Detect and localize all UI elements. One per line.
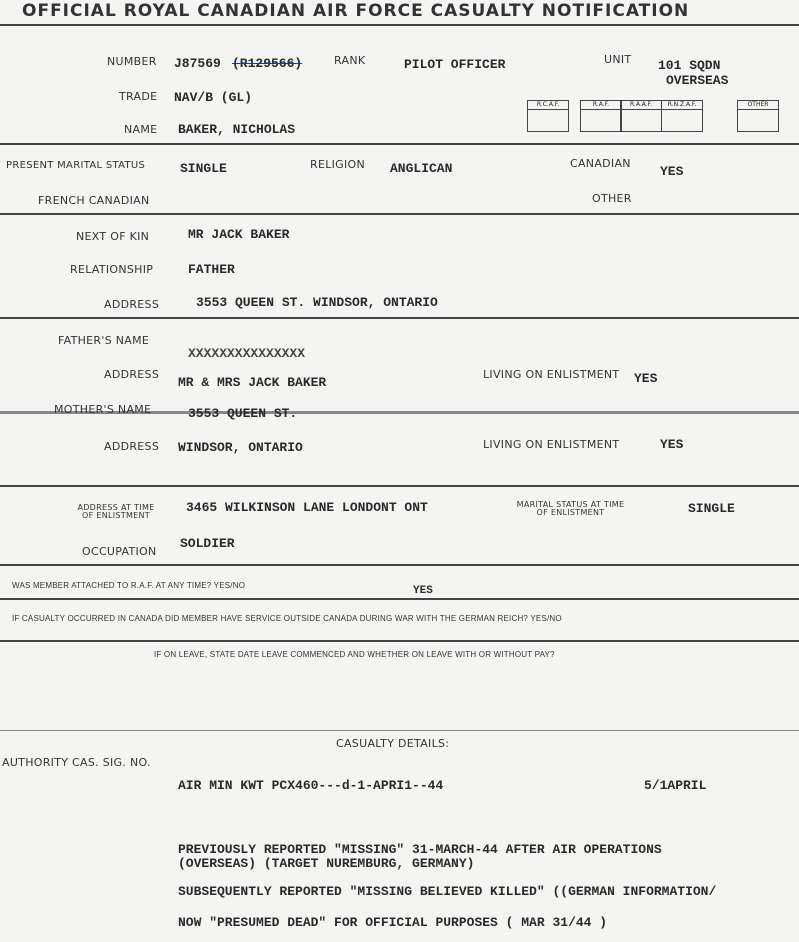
canada-service-question: IF CASUALTY OCCURRED IN CANADA DID MEMBER HAVE SERVICE OUTSIDE CANADA DURING WAR WITH THE GERMAN REICH? YES/NO xyxy=(12,614,562,623)
divider xyxy=(0,640,799,642)
french-canadian-label: FRENCH CANADIAN xyxy=(38,194,150,207)
raf-answer: YES xyxy=(413,585,433,597)
details-line-2: (OVERSEAS) (TARGET NUREMBURG, GERMANY) xyxy=(178,856,475,871)
divider xyxy=(0,564,799,566)
marital-enlistment-value: SINGLE xyxy=(688,501,735,516)
canadian-label: CANADIAN xyxy=(570,157,631,170)
divider xyxy=(0,598,799,600)
name-label: NAME xyxy=(124,123,158,136)
marital-value: SINGLE xyxy=(180,161,227,176)
raf-box: R.A.F. xyxy=(580,100,622,132)
rank-value: PILOT OFFICER xyxy=(404,57,506,72)
father-living-label: LIVING ON ENLISTMENT xyxy=(483,368,620,381)
address-enlistment-value: 3465 WILKINSON LANE LONDONT ONT xyxy=(186,500,428,515)
authority-label: AUTHORITY CAS. SIG. NO. xyxy=(2,756,151,769)
details-line-1: PREVIOUSLY REPORTED "MISSING" 31-MARCH-44 AFTER AIR OPERATIONS xyxy=(178,842,662,857)
other-label: OTHER xyxy=(592,192,632,205)
divider xyxy=(0,485,799,487)
religion-label: RELIGION xyxy=(310,158,366,171)
mother-living-value: YES xyxy=(660,437,684,452)
religion-value: ANGLICAN xyxy=(390,161,453,176)
father-address-label: ADDRESS xyxy=(104,368,160,381)
nok-address-value: 3553 QUEEN ST. WINDSOR, ONTARIO xyxy=(196,295,438,310)
mother-name-label: MOTHER'S NAME xyxy=(54,403,152,416)
marital-enlistment-label: MARITAL STATUS AT TIME OF ENLISTMENT xyxy=(516,500,625,517)
authority-date: 5/1APRIL xyxy=(644,778,707,793)
rank-label: RANK xyxy=(334,54,366,67)
marital-label: PRESENT MARITAL STATUS xyxy=(6,160,146,171)
relationship-value: FATHER xyxy=(188,262,235,277)
rnzaf-box: R.N.Z.A.F. xyxy=(661,100,703,132)
trade-label: TRADE xyxy=(119,90,158,103)
father-name-struck: XXXXXXXXXXXXXXX xyxy=(188,346,306,361)
occupation-value: SOLDIER xyxy=(180,536,235,551)
divider xyxy=(0,213,799,215)
divider xyxy=(0,317,799,319)
number-label: NUMBER xyxy=(107,55,157,68)
mother-address-label: ADDRESS xyxy=(104,440,160,453)
raf-question: WAS MEMBER ATTACHED TO R.A.F. AT ANY TIME? YES/NO xyxy=(12,581,246,590)
mother-living-label: LIVING ON ENLISTMENT xyxy=(483,438,620,451)
details-line-3: SUBSEQUENTLY REPORTED "MISSING BELIEVED KILLED" ((GERMAN INFORMATION/ xyxy=(178,884,717,899)
unit-label: UNIT xyxy=(604,53,632,66)
form-title: OFFICIAL ROYAL CANADIAN AIR FORCE CASUALTY NOTIFICATION xyxy=(22,1,690,21)
father-living-value: YES xyxy=(634,371,658,386)
number-value: J87569 xyxy=(174,56,221,71)
occupation-label: OCCUPATION xyxy=(82,545,157,558)
unit-value-2: OVERSEAS xyxy=(666,73,729,88)
authority-value: AIR MIN KWT PCX460---d-1-APRI1--44 xyxy=(178,778,444,793)
leave-question: IF ON LEAVE, STATE DATE LEAVE COMMENCED AND WHETHER ON LEAVE WITH OR WITHOUT PAY? xyxy=(154,650,555,659)
divider xyxy=(0,24,799,26)
next-of-kin-value: MR JACK BAKER xyxy=(188,227,290,242)
mother-address-value: WINDSOR, ONTARIO xyxy=(178,440,303,455)
other-box: OTHER xyxy=(737,100,779,132)
number-struck-value: (R129566) xyxy=(232,56,303,71)
raaf-box: R.A.A.F. xyxy=(620,100,662,132)
mother-name-value: 3553 QUEEN ST. xyxy=(188,406,298,421)
relationship-label: RELATIONSHIP xyxy=(70,263,154,276)
unit-value-1: 101 SQDN xyxy=(658,58,721,73)
divider xyxy=(0,143,799,145)
father-name-label: FATHER'S NAME xyxy=(58,334,150,347)
rcaf-box: R.C.A.F. xyxy=(527,100,569,132)
next-of-kin-label: NEXT OF KIN xyxy=(76,230,150,243)
details-line-4: NOW "PRESUMED DEAD" FOR OFFICIAL PURPOSES ( MAR 31/44 ) xyxy=(178,915,608,930)
father-address-value: MR & MRS JACK BAKER xyxy=(178,375,327,390)
address-label: ADDRESS xyxy=(104,298,160,311)
address-enlistment-label: ADDRESS AT TIME OF ENLISTMENT xyxy=(77,503,155,520)
casualty-details-label: CASUALTY DETAILS: xyxy=(336,737,450,750)
name-value: BAKER, NICHOLAS xyxy=(178,122,296,137)
canadian-value: YES xyxy=(660,164,684,179)
divider xyxy=(0,730,799,731)
trade-value: NAV/B (GL) xyxy=(174,90,253,105)
